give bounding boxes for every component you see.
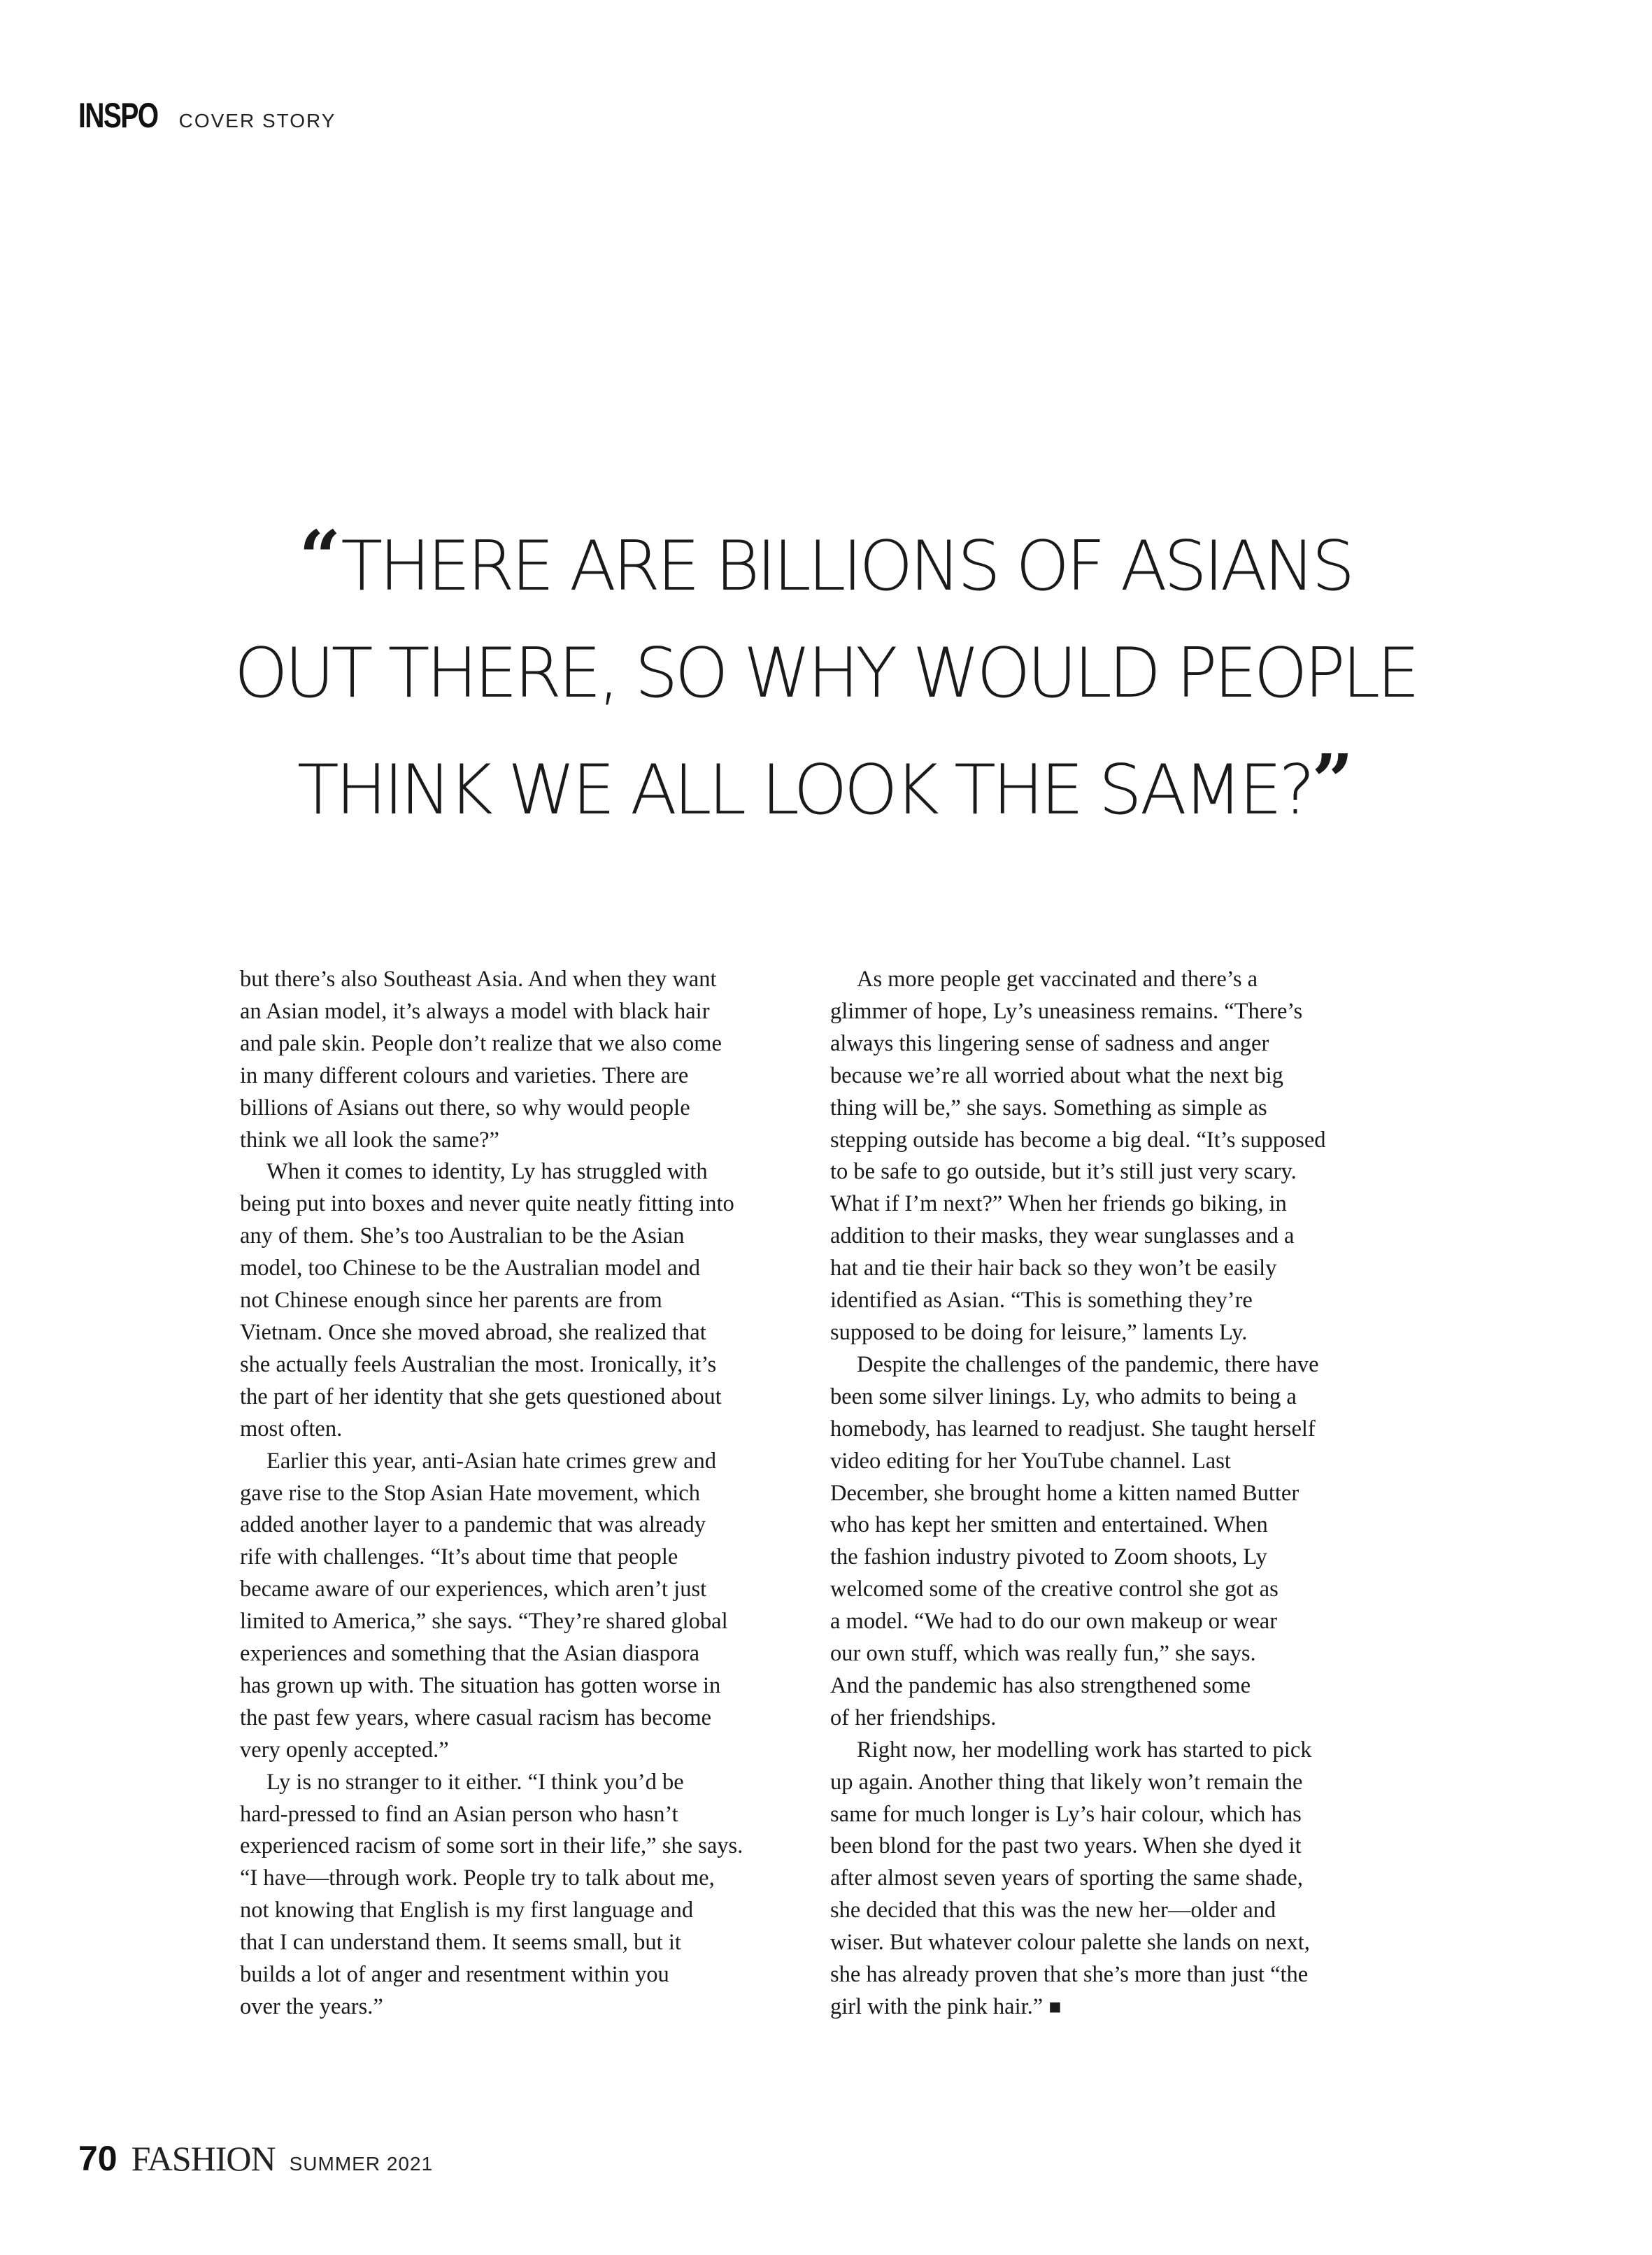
paragraph: As more people get vaccinated and there’s a glimmer of hope, Ly’s uneasiness remains. “There’s always this lingering sense of sadness and anger because we’re all worried about what the next big thing will be,” she says. Something as simple as stepping outside has become a big deal. “It’s supposed to be safe to go outside, but it’s still just very scary. What if I’m next?” When her friends go biking, in addition to their masks, they wear sunglasses and a hat and tie their hair back so they won’t be easily identified as Asian. “This is something they’re supposed to be doing for leisure,” laments Ly.	[830, 967, 1326, 1345]
section-label: INSPO	[78, 96, 158, 135]
pull-quote	[140, 504, 1511, 844]
paragraph: When it comes to identity, Ly has struggled with being put into boxes and never quite neatly fitting into any of them. She’s too Australian to be the Asian model, too Chinese to be the Australian model and not Chinese enough since her parents are from Vietnam. Once she moved abroad, she realized that she actually feels Australian the most. Ironically, it’s the part of her identity that she gets questioned about most often.	[240, 1159, 734, 1442]
pull-quote-line-3	[140, 727, 1511, 844]
pull-quote-text-1: THERE ARE BILLIONS OF ASIANS	[341, 527, 1352, 606]
open-quote-mark: “	[299, 514, 341, 600]
paragraph-text: Right now, her modelling work has started to pick up again. Another thing that likely won’t remain the same for much longer is Ly’s hair colour, which has been blond for the past two years. When she dyed it after almost seven years of sporting the same shade, she decided that this was the new her—older and wiser. But whatever colour palette she lands on next, she has already proven that she’s more than just “the girl with the pink hair.”	[830, 1737, 1312, 2019]
issue-label: SUMMER 2021	[289, 2153, 434, 2175]
article-column-left	[240, 964, 792, 2023]
paragraph-final	[830, 1735, 1390, 2023]
article-column-right	[830, 964, 1390, 2023]
paragraph: Earlier this year, anti-Asian hate crimes grew and gave rise to the Stop Asian Hate movement, which added another layer to a pandemic that was already rife with challenges. “It’s about time that people became aware of our experiences, which aren’t just limited to America,” she says. “They’re shared global experiences and something that the Asian diaspora has grown up with. The situation has gotten worse in the past few years, where casual racism has become very openly accepted.”	[240, 1448, 728, 1763]
paragraph: Ly is no stranger to it either. “I think you’d be hard-pressed to find an Asian person who hasn’t experienced racism of some sort in their life,” she says. “I have—through work. People try to talk about me, not knowing that English is my first language and that I can understand them. It seems small, but it builds a lot of anger and resentment within you over the years.”	[240, 1769, 743, 2019]
subsection-label: COVER STORY	[178, 110, 336, 131]
magazine-logo: FASHION	[131, 2139, 276, 2178]
page-footer	[78, 2138, 433, 2179]
pull-quote-line-1	[140, 504, 1511, 620]
end-mark-icon: ■	[1048, 1996, 1062, 2019]
close-quote-mark: ”	[1311, 738, 1354, 824]
paragraph: Despite the challenges of the pandemic, there have been some silver linings. Ly, who admits to being a homebody, has learned to readjust. She taught herself video editing for her YouTube channel. Last December, she brought home a kitten named Butter who has kept her smitten and entertained. When the fashion industry pivoted to Zoom shoots, Ly welcomed some of the creative control she got as a model. “We had to do our own makeup or wear our own stuff, which was really fun,” she says. And the pandemic has also strengthened some of her friendships.	[830, 1351, 1319, 1730]
paragraph: but there’s also Southeast Asia. And when they want an Asian model, it’s always a model with black hair and pale skin. People don’t realize that we also come in many different colours and varieties. There are billions of Asians out there, so why would people think we all look the same?”	[240, 967, 722, 1153]
pull-quote-line-2: OUT THERE, SO WHY WOULD PEOPLE	[234, 634, 1417, 713]
page-number: 70	[78, 2139, 118, 2178]
page-header	[78, 95, 336, 136]
pull-quote-text-3: THINK WE ALL LOOK THE SAME?	[297, 751, 1312, 830]
